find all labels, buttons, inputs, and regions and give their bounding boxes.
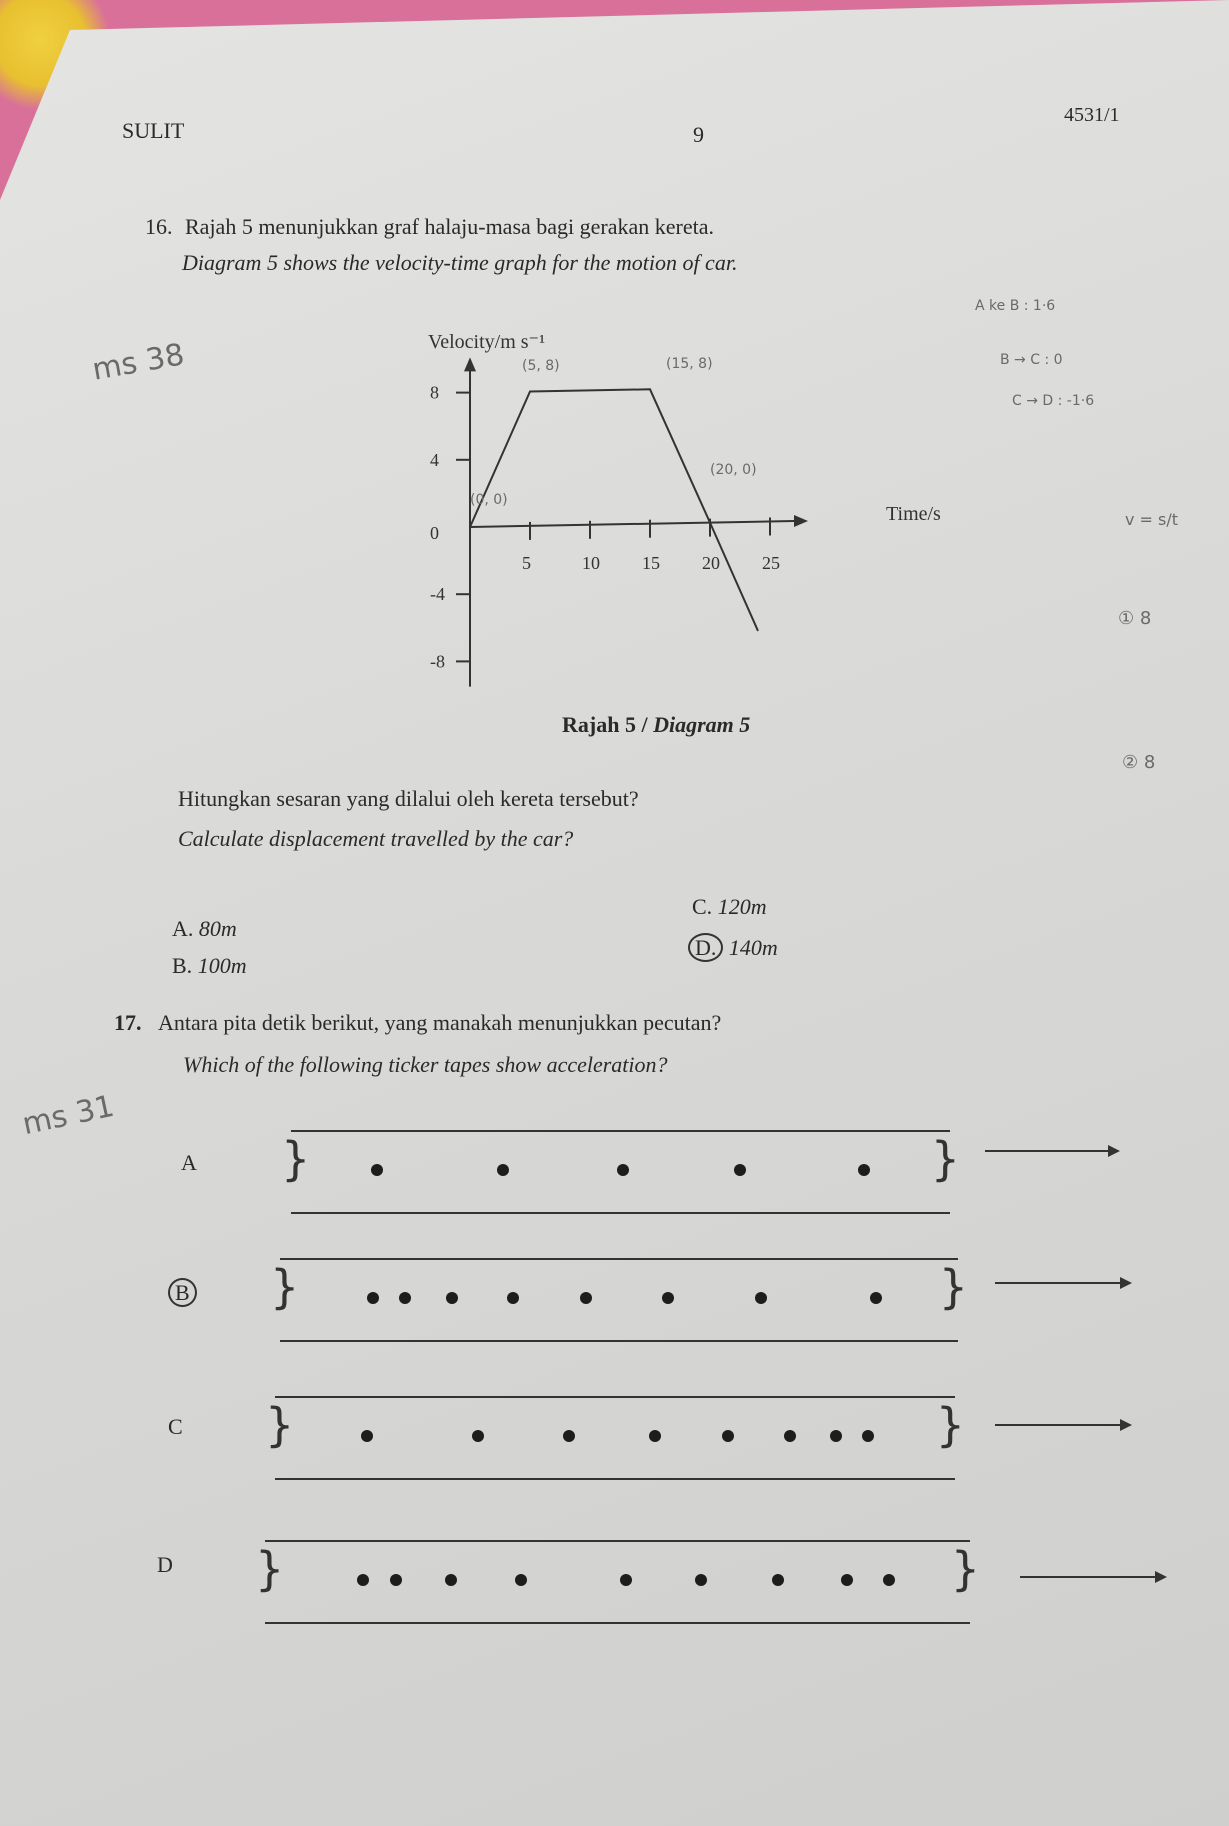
question-17-text-ms: Antara pita detik berikut, yang manakah menunjukkan pecutan? <box>158 1010 722 1035</box>
direction-arrow-icon <box>995 1424 1130 1426</box>
margin-note-2: B → C : 0 <box>1000 352 1063 368</box>
direction-arrow-icon <box>985 1150 1118 1152</box>
option-letter: A. <box>172 916 194 941</box>
tape-break-icon: } <box>255 1542 285 1596</box>
x-axis <box>470 521 794 527</box>
option-a[interactable] <box>172 916 237 942</box>
tape-option-b[interactable] <box>168 1280 197 1306</box>
ticker-tape <box>255 1540 980 1624</box>
ticker-dot <box>563 1430 575 1442</box>
option-value: 120m <box>717 894 767 919</box>
ticker-dot <box>722 1430 734 1442</box>
ticker-dot <box>862 1430 874 1442</box>
ticker-dot <box>446 1292 458 1304</box>
x-tick-label: 15 <box>642 553 660 573</box>
option-letter: C. <box>692 894 713 919</box>
x-tick-label: 25 <box>762 553 780 573</box>
tape-label: B <box>168 1278 197 1307</box>
ticker-dot <box>883 1574 895 1586</box>
ticker-dot <box>472 1430 484 1442</box>
ticker-dot <box>390 1574 402 1586</box>
x-tick-label: 20 <box>702 553 720 573</box>
option-b[interactable] <box>172 953 247 979</box>
ticker-dot <box>649 1430 661 1442</box>
ticker-dot <box>784 1430 796 1442</box>
ticker-dot <box>620 1574 632 1586</box>
y-tick-label: 0 <box>430 523 439 543</box>
y-tick-label: -4 <box>430 584 445 605</box>
x-axis-arrow-icon <box>794 515 808 527</box>
tape-label: C <box>168 1414 183 1439</box>
option-value: 80m <box>198 916 237 941</box>
ticker-dot <box>858 1164 870 1176</box>
tape-label: D <box>157 1552 173 1577</box>
tape-break-icon: } <box>938 1260 968 1314</box>
ticker-dot <box>361 1430 373 1442</box>
option-value: 140m <box>728 935 778 960</box>
x-axis-label: Time/s <box>886 503 941 525</box>
ticker-dot <box>371 1164 383 1176</box>
ticker-tape <box>270 1258 968 1342</box>
y-tick-label: -8 <box>430 651 445 672</box>
option-c[interactable] <box>692 894 767 920</box>
question-17-number: 17. <box>114 1010 142 1035</box>
x-tick-label: 5 <box>522 553 531 573</box>
ticker-dot <box>617 1164 629 1176</box>
option-letter: B. <box>172 953 193 978</box>
tape-break-icon: } <box>930 1132 960 1186</box>
x-tick-label: 10 <box>582 553 600 573</box>
tape-option-a[interactable] <box>181 1150 197 1176</box>
y-axis-arrow-icon <box>464 357 476 371</box>
ticker-dot <box>507 1292 519 1304</box>
annotation-point-20-0: (20, 0) <box>710 462 757 478</box>
direction-arrow-icon <box>1020 1576 1165 1578</box>
handwritten-ms-31: ms 31 <box>19 1088 118 1143</box>
tape-label: A <box>181 1150 197 1175</box>
question-17-text-en: Which of the following ticker tapes show acceleration? <box>183 1052 668 1077</box>
ticker-dot <box>580 1292 592 1304</box>
y-tick-label: 4 <box>430 449 439 470</box>
header-sulit: SULIT <box>122 118 185 143</box>
ticker-dot <box>662 1292 674 1304</box>
margin-note-4: v = s/t <box>1125 510 1179 529</box>
annotation-point-0-0: (0, 0) <box>470 492 508 508</box>
margin-note-6: ② 8 <box>1122 752 1156 773</box>
handwritten-ms-38: ms 38 <box>89 337 187 388</box>
velocity-line <box>470 389 758 631</box>
caption-ms: Rajah 5 / <box>562 712 654 737</box>
direction-arrow-icon <box>995 1282 1130 1284</box>
tape-break-icon: } <box>935 1398 965 1452</box>
annotation-point-5-8: (5, 8) <box>522 358 560 374</box>
ticker-dot <box>515 1574 527 1586</box>
ticker-dot <box>830 1430 842 1442</box>
margin-note-5: ① 8 <box>1118 608 1152 629</box>
tape-break-icon: } <box>265 1398 295 1452</box>
margin-note-3: C → D : -1·6 <box>1012 393 1095 409</box>
caption-en: Diagram 5 <box>653 712 751 737</box>
tape-option-d[interactable] <box>157 1552 173 1578</box>
tape-break-icon: } <box>281 1132 311 1186</box>
page-number: 9 <box>693 122 704 147</box>
annotation-point-15-8: (15, 8) <box>666 356 713 372</box>
tape-option-c[interactable] <box>168 1414 183 1440</box>
option-letter-circled: D. <box>688 933 723 962</box>
tape-break-icon: } <box>270 1260 300 1314</box>
ticker-dot <box>734 1164 746 1176</box>
diagram-caption <box>562 712 750 738</box>
tape-break-icon: } <box>950 1542 980 1596</box>
ticker-dot <box>870 1292 882 1304</box>
y-tick-label: 8 <box>430 382 439 403</box>
ticker-dot <box>695 1574 707 1586</box>
question-16-ask-ms: Hitungkan sesaran yang dilalui oleh kereta tersebut? <box>178 786 639 811</box>
ticker-dot <box>841 1574 853 1586</box>
ticker-dot <box>367 1292 379 1304</box>
question-16-text-ms: Rajah 5 menunjukkan graf halaju-masa bagi gerakan kereta. <box>185 214 714 239</box>
option-d[interactable] <box>688 935 778 961</box>
question-16-number: 16. <box>145 214 173 239</box>
margin-note-1: A ke B : 1·6 <box>975 298 1056 314</box>
ticker-dot <box>445 1574 457 1586</box>
ticker-dot <box>399 1292 411 1304</box>
option-value: 100m <box>197 953 247 978</box>
y-axis-label: Velocity/m s⁻¹ <box>428 331 546 353</box>
question-16-ask-en: Calculate displacement travelled by the car? <box>178 826 574 851</box>
question-16-text-en: Diagram 5 shows the velocity-time graph for the motion of car. <box>182 250 738 275</box>
ticker-dot <box>755 1292 767 1304</box>
ticker-dot <box>357 1574 369 1586</box>
ticker-tape <box>265 1396 965 1480</box>
paper-code: 4531/1 <box>1064 104 1120 126</box>
ticker-dot <box>772 1574 784 1586</box>
velocity-time-graph <box>400 320 1000 720</box>
ticker-dot <box>497 1164 509 1176</box>
